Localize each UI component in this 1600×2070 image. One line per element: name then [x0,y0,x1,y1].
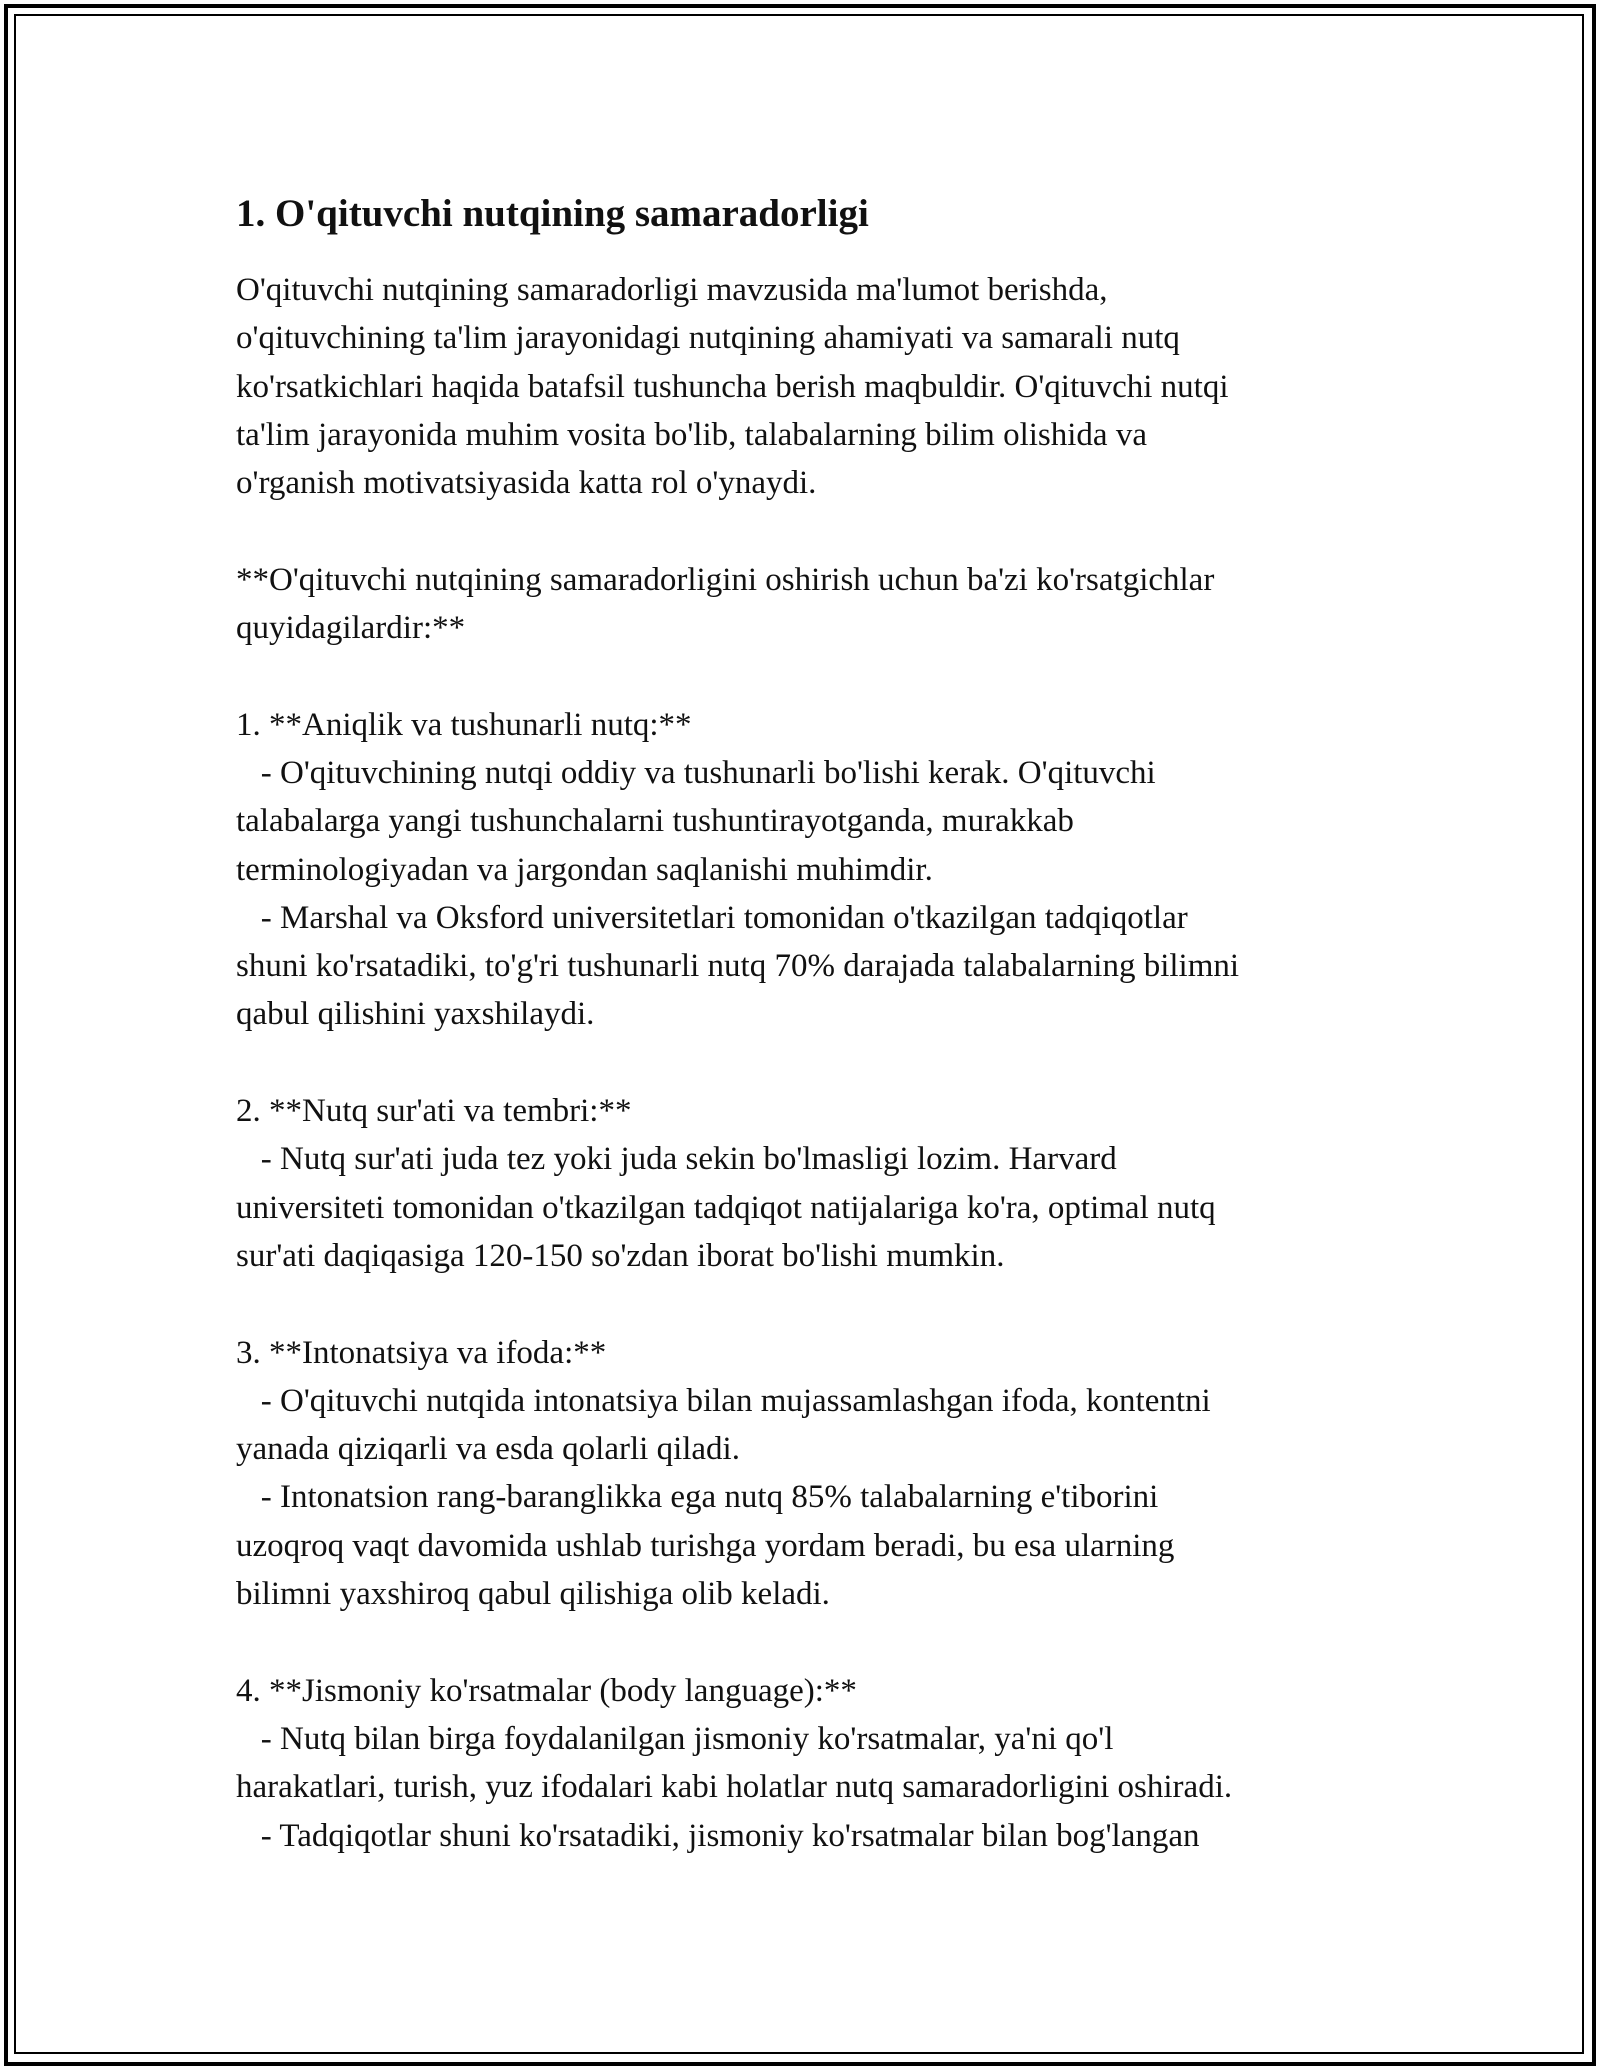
text-line: shuni ko'rsatadiki, to'g'ri tushunarli nutq 70% darajada talabalarning bilimni [236,948,1240,985]
text-line: 4. **Jismoniy ko'rsatmalar (body language):** [236,1672,857,1709]
text-line: qabul qilishini yaxshilaydi. [236,996,595,1033]
text-line: ko'rsatkichlari haqida batafsil tushuncha berish maqbuldir. O'qituvchi nutqi [236,368,1229,405]
text-line: bilimni yaxshiroq qabul qilishiga olib keladi. [236,1576,830,1613]
blank-line [236,1280,1356,1328]
text-line: o'qituvchining ta'lim jarayonidagi nutqining ahamiyati va samarali nutq [236,320,1180,357]
text-line: O'qituvchi nutqining samaradorligi mavzusida ma'lumot berishda, [236,272,1108,308]
text-line: harakatlari, turish, yuz ifodalari kabi holatlar nutq samaradorligini oshiradi. [236,1769,1233,1806]
text-line: **O'qituvchi nutqining samaradorligini oshirish uchun ba'zi ko'rsatgichlar [236,561,1215,598]
text-line: 2. **Nutq sur'ati va tembri:** [236,1093,632,1130]
text-line: - Nutq bilan birga foydalanilgan jismoniy ko'rsatmalar, ya'ni qo'l [236,1720,1114,1757]
text-line: 3. **Intonatsiya va ifoda:** [236,1334,607,1371]
blank-line [236,507,1356,555]
text-line: talabalarga yangi tushunchalarni tushuntirayotganda, murakkab [236,803,1074,840]
text-line: 1. **Aniqlik va tushunarli nutq:** [236,706,692,743]
blank-line [236,1618,1356,1666]
blank-line [236,1039,1356,1087]
document-title: 1. O'qituvchi nutqining samaradorligi [236,192,869,235]
text-line: terminologiyadan va jargondan saqlanishi muhimdir. [236,851,933,888]
text-line: - O'qituvchi nutqida intonatsiya bilan mujassamlashgan ifoda, kontentni [236,1382,1211,1419]
text-line: - O'qituvchining nutqi oddiy va tushunarli bo'lishi kerak. O'qituvchi [236,754,1156,791]
text-line: ta'lim jarayonida muhim vosita bo'lib, talabalarning bilim olishida va [236,416,1147,453]
text-line: universiteti tomonidan o'tkazilgan tadqiqot natijalariga ko'ra, optimal nutq [236,1189,1216,1226]
text-line: yanada qiziqarli va esda qolarli qiladi. [236,1431,740,1468]
text-line: - Intonatsion rang-baranglikka ega nutq 85% talabalarning e'tiborini [236,1479,1159,1516]
text-line: uzoqroq vaqt davomida ushlab turishga yordam beradi, bu esa ularning [236,1527,1175,1564]
text-line: o'rganish motivatsiyasida katta rol o'ynaydi. [236,465,817,502]
text-line: sur'ati daqiqasiga 120-150 so'zdan iborat bo'lishi mumkin. [236,1237,1005,1274]
text-line: - Nutq sur'ati juda tez yoki juda sekin bo'lmasligi lozim. Harvard [236,1141,1117,1178]
blank-line [236,652,1356,700]
text-line: - Marshal va Oksford universitetlari tomonidan o'tkazilgan tadqiqotlar [236,899,1188,936]
text-line: - Tadqiqotlar shuni ko'rsatadiki, jismoniy ko'rsatmalar bilan bog'langan [236,1817,1200,1854]
document-body [236,186,1356,1860]
document-text [236,266,1356,1860]
text-line: quyidagilardir:** [236,610,466,647]
